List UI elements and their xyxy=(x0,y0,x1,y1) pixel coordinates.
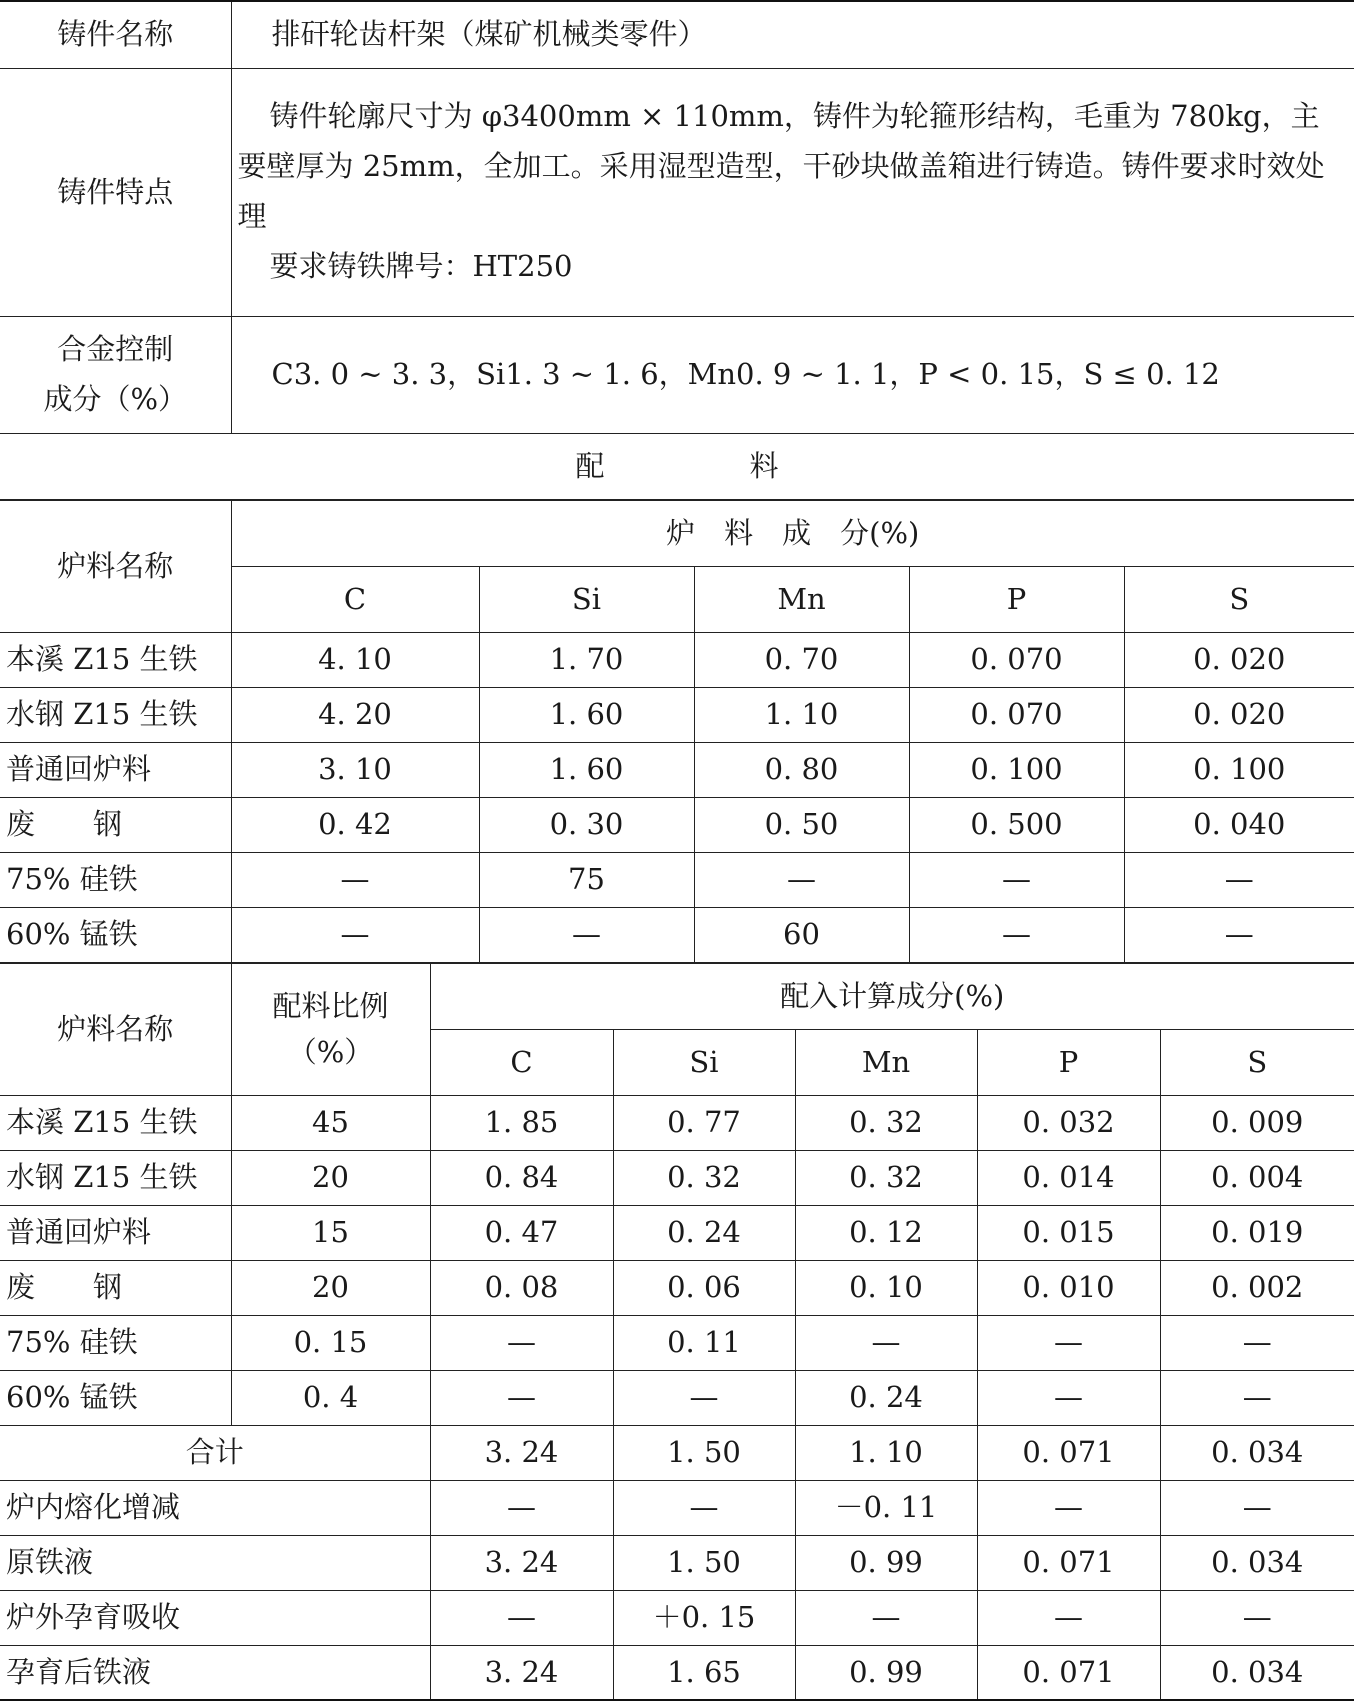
charge-row-name: 普通回炉料 xyxy=(0,742,231,797)
charge-col-si: Si xyxy=(479,566,694,632)
summary-cell: — xyxy=(430,1590,613,1645)
alloy-control-row xyxy=(0,316,1354,433)
table-row xyxy=(0,797,1354,852)
charge-cell: — xyxy=(1124,852,1354,907)
calc-cell: — xyxy=(977,1315,1160,1370)
table-row xyxy=(0,1150,1354,1205)
calc-cell: — xyxy=(1160,1370,1354,1425)
section-title-row xyxy=(0,433,1354,499)
calc-ratio-header xyxy=(231,963,430,1095)
charge-name-header: 炉料名称 xyxy=(0,500,231,632)
calc-cell: 0. 32 xyxy=(613,1150,795,1205)
calc-cell: 0. 10 xyxy=(795,1260,977,1315)
charge-col-mn: Mn xyxy=(694,566,909,632)
charge-cell: 1. 10 xyxy=(694,687,909,742)
calc-cell: 1. 85 xyxy=(430,1095,613,1150)
calc-ratio-header-line1: 配料比例 xyxy=(272,988,389,1023)
casting-name-row xyxy=(0,1,1354,68)
calc-cell: — xyxy=(430,1370,613,1425)
calc-ratio-cell: 20 xyxy=(231,1260,430,1315)
charge-cell: 0. 020 xyxy=(1124,632,1354,687)
calc-row-name: 75% 硅铁 xyxy=(0,1315,231,1370)
charge-cell: 3. 10 xyxy=(231,742,479,797)
calc-cell: — xyxy=(977,1370,1160,1425)
calc-cell: 0. 010 xyxy=(977,1260,1160,1315)
calc-cell: — xyxy=(613,1370,795,1425)
summary-row-name: 孕育后铁液 xyxy=(0,1645,430,1700)
charge-cell: — xyxy=(231,852,479,907)
table-row xyxy=(0,742,1354,797)
summary-cell: 0. 99 xyxy=(795,1645,977,1700)
table-row xyxy=(0,1370,1354,1425)
charge-cell: — xyxy=(479,907,694,962)
charge-cell: 1. 60 xyxy=(479,687,694,742)
charge-cell: 0. 070 xyxy=(909,632,1124,687)
casting-features-row xyxy=(0,68,1354,316)
charge-cell: 1. 70 xyxy=(479,632,694,687)
summary-cell: 0. 034 xyxy=(1160,1645,1354,1700)
total-cell: 1. 50 xyxy=(613,1425,795,1480)
charge-cell: 0. 70 xyxy=(694,632,909,687)
charge-cell: 0. 020 xyxy=(1124,687,1354,742)
calc-col-si: Si xyxy=(613,1029,795,1095)
total-cell: 1. 10 xyxy=(795,1425,977,1480)
casting-name-label: 铸件名称 xyxy=(0,1,231,68)
calc-cell: 0. 014 xyxy=(977,1150,1160,1205)
summary-cell: ＋0. 15 xyxy=(613,1590,795,1645)
calc-row-name: 本溪 Z15 生铁 xyxy=(0,1095,231,1150)
calc-cell: 0. 77 xyxy=(613,1095,795,1150)
summary-cell: －0. 11 xyxy=(795,1480,977,1535)
calc-ratio-cell: 15 xyxy=(231,1205,430,1260)
summary-row xyxy=(0,1480,1354,1535)
charge-row-name: 60% 锰铁 xyxy=(0,907,231,962)
total-cell: 0. 034 xyxy=(1160,1425,1354,1480)
charge-cell: 75 xyxy=(479,852,694,907)
charge-col-c: C xyxy=(231,566,479,632)
alloy-label-line1: 合金控制 xyxy=(57,332,174,367)
charge-cell: — xyxy=(1124,907,1354,962)
calc-ratio-cell: 20 xyxy=(231,1150,430,1205)
summary-row-name: 炉外孕育吸收 xyxy=(0,1590,430,1645)
calc-cell: 0. 84 xyxy=(430,1150,613,1205)
table-row xyxy=(0,687,1354,742)
table-row xyxy=(0,1205,1354,1260)
charge-row-name: 本溪 Z15 生铁 xyxy=(0,632,231,687)
charge-cell: 60 xyxy=(694,907,909,962)
casting-name-value: 排矸轮齿杆架（煤矿机械类零件） xyxy=(231,1,1354,68)
summary-cell: — xyxy=(430,1480,613,1535)
features-text-1: 铸件轮廓尺寸为 φ3400mm × 110mm，铸件为轮箍形结构，毛重为 780kg，主要壁厚为 25mm，全加工。采用湿型造型，干砂块做盖箱进行铸造。铸件要求时效处理 xyxy=(237,99,1325,233)
calc-cell: 0. 32 xyxy=(795,1095,977,1150)
features-label: 铸件特点 xyxy=(0,68,231,316)
charge-cell: 0. 80 xyxy=(694,742,909,797)
calc-cell: 0. 11 xyxy=(613,1315,795,1370)
calc-col-mn: Mn xyxy=(795,1029,977,1095)
calc-cell: 0. 002 xyxy=(1160,1260,1354,1315)
alloy-value: C3. 0 ~ 3. 3，Si1. 3 ~ 1. 6，Mn0. 9 ~ 1. 1，P < 0. 15，S ≤ 0. 12 xyxy=(231,316,1354,433)
summary-cell: 0. 071 xyxy=(977,1535,1160,1590)
charge-row-name: 废 钢 xyxy=(0,797,231,852)
charge-cell: 0. 040 xyxy=(1124,797,1354,852)
charge-cell: — xyxy=(694,852,909,907)
calc-cell: 0. 009 xyxy=(1160,1095,1354,1150)
charge-row-name: 水钢 Z15 生铁 xyxy=(0,687,231,742)
charge-cell: 1. 60 xyxy=(479,742,694,797)
summary-cell: 0. 99 xyxy=(795,1535,977,1590)
summary-row xyxy=(0,1590,1354,1645)
calc-ratio-cell: 0. 4 xyxy=(231,1370,430,1425)
charge-cell: — xyxy=(231,907,479,962)
features-description xyxy=(231,68,1354,316)
calc-row-name: 普通回炉料 xyxy=(0,1205,231,1260)
calc-cell: 0. 24 xyxy=(613,1205,795,1260)
table-row xyxy=(0,1260,1354,1315)
calc-cell: 0. 06 xyxy=(613,1260,795,1315)
total-cell: 3. 24 xyxy=(430,1425,613,1480)
calc-row-name: 水钢 Z15 生铁 xyxy=(0,1150,231,1205)
charge-col-s: S xyxy=(1124,566,1354,632)
calc-cell: 0. 47 xyxy=(430,1205,613,1260)
summary-cell: 1. 65 xyxy=(613,1645,795,1700)
calc-group-header: 配入计算成分(%) xyxy=(430,963,1354,1029)
calc-col-c: C xyxy=(430,1029,613,1095)
summary-cell: 0. 034 xyxy=(1160,1535,1354,1590)
charge-cell: 0. 100 xyxy=(909,742,1124,797)
calc-cell: 0. 12 xyxy=(795,1205,977,1260)
charge-cell: 0. 070 xyxy=(909,687,1124,742)
calculated-composition-table xyxy=(0,963,1354,1702)
summary-cell: 3. 24 xyxy=(430,1535,613,1590)
calc-cell: 0. 004 xyxy=(1160,1150,1354,1205)
summary-cell: 1. 50 xyxy=(613,1535,795,1590)
calc-col-s: S xyxy=(1160,1029,1354,1095)
calc-cell: 0. 015 xyxy=(977,1205,1160,1260)
charge-cell: — xyxy=(909,907,1124,962)
total-row xyxy=(0,1425,1354,1480)
summary-row-name: 炉内熔化增减 xyxy=(0,1480,430,1535)
charge-row-name: 75% 硅铁 xyxy=(0,852,231,907)
summary-cell: — xyxy=(1160,1590,1354,1645)
summary-cell: 0. 071 xyxy=(977,1645,1160,1700)
charge-group-header: 炉 料 成 分(%) xyxy=(231,500,1354,566)
calc-row-name: 60% 锰铁 xyxy=(0,1370,231,1425)
table-row xyxy=(0,632,1354,687)
total-label: 合计 xyxy=(0,1425,430,1480)
calc-cell: — xyxy=(795,1315,977,1370)
calc-cell: — xyxy=(1160,1315,1354,1370)
table-row xyxy=(0,852,1354,907)
charge-cell: — xyxy=(909,852,1124,907)
section-title: 配 料 xyxy=(0,433,1354,499)
calc-cell: 0. 032 xyxy=(977,1095,1160,1150)
summary-cell: — xyxy=(977,1480,1160,1535)
charge-cell: 0. 42 xyxy=(231,797,479,852)
summary-cell: — xyxy=(1160,1480,1354,1535)
charge-cell: 0. 100 xyxy=(1124,742,1354,797)
table-row xyxy=(0,1315,1354,1370)
calc-cell: 0. 08 xyxy=(430,1260,613,1315)
summary-cell: 3. 24 xyxy=(430,1645,613,1700)
alloy-label xyxy=(0,316,231,433)
summary-row-name: 原铁液 xyxy=(0,1535,430,1590)
calc-ratio-cell: 45 xyxy=(231,1095,430,1150)
calc-ratio-header-line2: （%） xyxy=(287,1035,374,1069)
calc-ratio-cell: 0. 15 xyxy=(231,1315,430,1370)
charge-header-row-1 xyxy=(0,500,1354,566)
summary-cell: — xyxy=(613,1480,795,1535)
total-cell: 0. 071 xyxy=(977,1425,1160,1480)
summary-row xyxy=(0,1535,1354,1590)
charge-cell: 4. 10 xyxy=(231,632,479,687)
calc-cell: — xyxy=(430,1315,613,1370)
calc-cell: 0. 32 xyxy=(795,1150,977,1205)
charge-composition-table xyxy=(0,500,1354,963)
charge-cell: 0. 50 xyxy=(694,797,909,852)
summary-cell: — xyxy=(977,1590,1160,1645)
calc-header-row-1 xyxy=(0,963,1354,1029)
calc-cell: 0. 24 xyxy=(795,1370,977,1425)
summary-cell: — xyxy=(795,1590,977,1645)
charge-cell: 0. 500 xyxy=(909,797,1124,852)
charge-cell: 4. 20 xyxy=(231,687,479,742)
summary-row xyxy=(0,1645,1354,1700)
calc-row-name: 废 钢 xyxy=(0,1260,231,1315)
charge-cell: 0. 30 xyxy=(479,797,694,852)
charge-col-p: P xyxy=(909,566,1124,632)
casting-info-table xyxy=(0,0,1354,500)
calc-name-header: 炉料名称 xyxy=(0,963,231,1095)
table-row xyxy=(0,907,1354,962)
alloy-label-line2: 成分（%） xyxy=(43,381,188,416)
calc-col-p: P xyxy=(977,1029,1160,1095)
features-text-2: 要求铸铁牌号：HT250 xyxy=(269,248,573,283)
calc-cell: 0. 019 xyxy=(1160,1205,1354,1260)
table-row xyxy=(0,1095,1354,1150)
